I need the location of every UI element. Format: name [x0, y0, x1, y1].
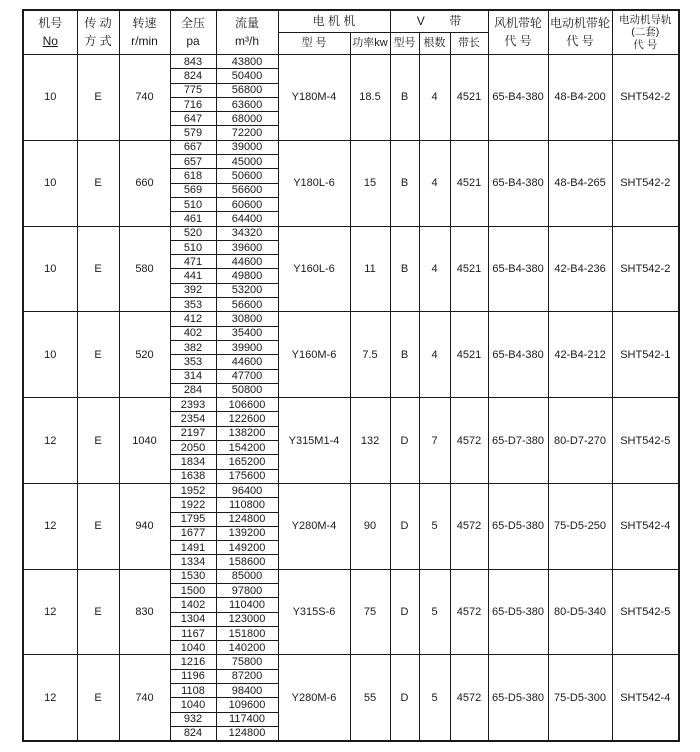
- cell-belt-type: B: [390, 55, 419, 141]
- cell-flow: 30800: [216, 312, 278, 326]
- cell-motor-pulley: 75-D5-250: [548, 483, 612, 569]
- cell-flow: 56800: [216, 83, 278, 97]
- header-fan-pulley: [488, 10, 548, 55]
- cell-flow: 124800: [216, 512, 278, 526]
- header-machine-no: [23, 10, 77, 55]
- cell-flow: 138200: [216, 426, 278, 440]
- cell-flow: 35400: [216, 326, 278, 340]
- table-row: [23, 140, 679, 154]
- cell-fan-pulley: 65-D7-380: [488, 398, 548, 484]
- header-rail-line3: 代 号: [633, 38, 658, 51]
- table-row: [23, 483, 679, 497]
- cell-motor-model: Y180L-6: [278, 140, 350, 226]
- header-drive-line2: 方 式: [84, 33, 112, 48]
- cell-pressure: 1304: [170, 612, 216, 626]
- cell-motor-model: Y160L-6: [278, 226, 350, 312]
- header-rail-line1: 电动机导轨: [619, 13, 672, 26]
- cell-pressure: 520: [170, 226, 216, 240]
- cell-motor-model: Y180M-4: [278, 55, 350, 141]
- cell-pressure: 657: [170, 155, 216, 169]
- cell-rail: SHT542-4: [612, 483, 679, 569]
- cell-speed: 740: [119, 655, 170, 741]
- cell-belt-count: 5: [419, 655, 450, 741]
- header-flow-unit: m³/h: [235, 33, 259, 48]
- cell-machine-no: 10: [23, 55, 77, 141]
- cell-pressure: 441: [170, 269, 216, 283]
- cell-rail: SHT542-2: [612, 226, 679, 312]
- cell-pressure: 461: [170, 212, 216, 226]
- header-pressure-unit: pa: [186, 33, 200, 48]
- cell-pressure: 1638: [170, 469, 216, 483]
- cell-belt-length: 4521: [450, 55, 488, 141]
- cell-pressure: 667: [170, 140, 216, 154]
- cell-rail: SHT542-2: [612, 55, 679, 141]
- cell-flow: 165200: [216, 455, 278, 469]
- cell-pressure: 843: [170, 55, 216, 69]
- cell-drive-mode: E: [77, 312, 119, 398]
- cell-machine-no: 12: [23, 655, 77, 741]
- cell-pressure: 1402: [170, 598, 216, 612]
- cell-flow: 110800: [216, 498, 278, 512]
- cell-fan-pulley: 65-D5-380: [488, 569, 548, 655]
- cell-drive-mode: E: [77, 226, 119, 312]
- cell-pressure: 1922: [170, 498, 216, 512]
- cell-belt-length: 4572: [450, 398, 488, 484]
- header-vbelt-group: [390, 10, 488, 33]
- cell-pressure: 1334: [170, 555, 216, 569]
- cell-motor-power: 7.5: [350, 312, 390, 398]
- cell-fan-pulley: 65-B4-380: [488, 226, 548, 312]
- cell-flow: 149200: [216, 541, 278, 555]
- header-vbelt-dai: 带: [449, 13, 462, 28]
- cell-pressure: 1795: [170, 512, 216, 526]
- cell-fan-pulley: 65-B4-380: [488, 55, 548, 141]
- cell-motor-model: Y160M-6: [278, 312, 350, 398]
- cell-machine-no: 12: [23, 398, 77, 484]
- header-fan-pulley-line1: 风机带轮: [494, 16, 543, 31]
- table-row: [23, 569, 679, 583]
- cell-pressure: 932: [170, 712, 216, 726]
- cell-pressure: 1108: [170, 684, 216, 698]
- cell-motor-power: 90: [350, 483, 390, 569]
- cell-flow: 98400: [216, 684, 278, 698]
- cell-pressure: 353: [170, 355, 216, 369]
- cell-motor-power: 11: [350, 226, 390, 312]
- table-row: [23, 655, 679, 669]
- cell-speed: 940: [119, 483, 170, 569]
- cell-drive-mode: E: [77, 55, 119, 141]
- header-motor-pulley: [548, 10, 612, 55]
- cell-machine-no: 10: [23, 226, 77, 312]
- cell-machine-no: 10: [23, 312, 77, 398]
- cell-belt-length: 4572: [450, 655, 488, 741]
- cell-motor-pulley: 48-B4-265: [548, 140, 612, 226]
- header-vbelt-count: 根数: [419, 33, 450, 55]
- cell-belt-count: 4: [419, 55, 450, 141]
- cell-pressure: 284: [170, 383, 216, 397]
- cell-rail: SHT542-5: [612, 398, 679, 484]
- cell-pressure: 412: [170, 312, 216, 326]
- cell-flow: 75800: [216, 655, 278, 669]
- cell-flow: 50600: [216, 169, 278, 183]
- cell-pressure: 716: [170, 97, 216, 111]
- header-pressure-cn: 全压: [180, 16, 205, 31]
- cell-flow: 39600: [216, 240, 278, 254]
- cell-flow: 60600: [216, 197, 278, 211]
- header-drive-line1: 传 动: [84, 16, 112, 31]
- cell-belt-count: 5: [419, 569, 450, 655]
- cell-flow: 109600: [216, 698, 278, 712]
- table-row: [23, 226, 679, 240]
- header-motor-group: 电 机 机: [278, 10, 390, 33]
- header-speed: [119, 10, 170, 55]
- cell-fan-pulley: 65-B4-380: [488, 140, 548, 226]
- cell-motor-pulley: 80-D7-270: [548, 398, 612, 484]
- header-fan-pulley-line2: 代 号: [504, 33, 532, 48]
- cell-belt-count: 4: [419, 140, 450, 226]
- cell-flow: 56600: [216, 298, 278, 312]
- cell-flow: 43800: [216, 55, 278, 69]
- cell-flow: 97800: [216, 583, 278, 597]
- cell-speed: 660: [119, 140, 170, 226]
- table-row: [23, 398, 679, 412]
- cell-pressure: 314: [170, 369, 216, 383]
- cell-flow: 49800: [216, 269, 278, 283]
- cell-belt-length: 4521: [450, 226, 488, 312]
- cell-fan-pulley: 65-B4-380: [488, 312, 548, 398]
- cell-speed: 1040: [119, 398, 170, 484]
- header-row-1: [23, 10, 679, 33]
- cell-pressure: 775: [170, 83, 216, 97]
- cell-pressure: 1216: [170, 655, 216, 669]
- cell-flow: 151800: [216, 626, 278, 640]
- cell-pressure: 382: [170, 340, 216, 354]
- cell-speed: 520: [119, 312, 170, 398]
- cell-rail: SHT542-4: [612, 655, 679, 741]
- cell-pressure: 510: [170, 240, 216, 254]
- cell-flow: 110400: [216, 598, 278, 612]
- cell-drive-mode: E: [77, 140, 119, 226]
- cell-pressure: 1491: [170, 541, 216, 555]
- cell-flow: 34320: [216, 226, 278, 240]
- cell-flow: 44600: [216, 355, 278, 369]
- cell-pressure: 2393: [170, 398, 216, 412]
- cell-flow: 123000: [216, 612, 278, 626]
- cell-motor-power: 55: [350, 655, 390, 741]
- cell-machine-no: 12: [23, 483, 77, 569]
- cell-drive-mode: E: [77, 398, 119, 484]
- cell-pressure: 2197: [170, 426, 216, 440]
- cell-pressure: 1952: [170, 483, 216, 497]
- cell-flow: 39900: [216, 340, 278, 354]
- cell-belt-count: 7: [419, 398, 450, 484]
- header-rail-line2: (二套): [631, 26, 660, 39]
- header-speed-unit: r/min: [131, 33, 158, 48]
- cell-flow: 72200: [216, 126, 278, 140]
- cell-belt-length: 4521: [450, 312, 488, 398]
- cell-flow: 56600: [216, 183, 278, 197]
- cell-flow: 106600: [216, 398, 278, 412]
- cell-pressure: 353: [170, 298, 216, 312]
- cell-motor-power: 75: [350, 569, 390, 655]
- cell-flow: 139200: [216, 526, 278, 540]
- cell-flow: 47700: [216, 369, 278, 383]
- cell-pressure: 1196: [170, 669, 216, 683]
- cell-pressure: 1040: [170, 698, 216, 712]
- cell-motor-power: 132: [350, 398, 390, 484]
- cell-flow: 63600: [216, 97, 278, 111]
- cell-flow: 122600: [216, 412, 278, 426]
- cell-pressure: 579: [170, 126, 216, 140]
- header-motor-pulley-line2: 代 号: [566, 33, 594, 48]
- cell-flow: 158600: [216, 555, 278, 569]
- cell-motor-model: Y280M-4: [278, 483, 350, 569]
- cell-machine-no: 12: [23, 569, 77, 655]
- header-flow-cn: 流量: [234, 16, 259, 31]
- cell-speed: 830: [119, 569, 170, 655]
- header-rail: [612, 10, 679, 55]
- cell-pressure: 824: [170, 69, 216, 83]
- cell-belt-length: 4572: [450, 483, 488, 569]
- cell-belt-count: 4: [419, 226, 450, 312]
- cell-flow: 44600: [216, 255, 278, 269]
- cell-pressure: 471: [170, 255, 216, 269]
- header-flow: [216, 10, 278, 55]
- cell-flow: 87200: [216, 669, 278, 683]
- cell-drive-mode: E: [77, 569, 119, 655]
- cell-belt-type: D: [390, 655, 419, 741]
- cell-motor-power: 15: [350, 140, 390, 226]
- cell-flow: 140200: [216, 641, 278, 655]
- cell-pressure: 1500: [170, 583, 216, 597]
- cell-belt-length: 4521: [450, 140, 488, 226]
- cell-flow: 64400: [216, 212, 278, 226]
- cell-pressure: 1677: [170, 526, 216, 540]
- cell-motor-pulley: 48-B4-200: [548, 55, 612, 141]
- cell-flow: 50400: [216, 69, 278, 83]
- cell-rail: SHT542-1: [612, 312, 679, 398]
- cell-flow: 45000: [216, 155, 278, 169]
- cell-belt-length: 4572: [450, 569, 488, 655]
- cell-flow: 53200: [216, 283, 278, 297]
- cell-flow: 85000: [216, 569, 278, 583]
- header-motor-power: 功率kw: [350, 33, 390, 55]
- cell-motor-power: 18.5: [350, 55, 390, 141]
- header-speed-cn: 转速: [132, 16, 157, 31]
- header-vbelt-type: 型号: [390, 33, 419, 55]
- cell-pressure: 1040: [170, 641, 216, 655]
- cell-drive-mode: E: [77, 483, 119, 569]
- cell-pressure: 618: [170, 169, 216, 183]
- cell-flow: 124800: [216, 726, 278, 740]
- cell-flow: 154200: [216, 441, 278, 455]
- header-drive-mode: [77, 10, 119, 55]
- cell-pressure: 2354: [170, 412, 216, 426]
- cell-flow: 96400: [216, 483, 278, 497]
- cell-speed: 740: [119, 55, 170, 141]
- cell-belt-count: 4: [419, 312, 450, 398]
- cell-motor-pulley: 42-B4-212: [548, 312, 612, 398]
- cell-motor-model: Y280M-6: [278, 655, 350, 741]
- cell-motor-pulley: 42-B4-236: [548, 226, 612, 312]
- table-row: [23, 55, 679, 69]
- cell-belt-type: B: [390, 312, 419, 398]
- cell-drive-mode: E: [77, 655, 119, 741]
- cell-pressure: 1167: [170, 626, 216, 640]
- header-vbelt-v: V: [416, 13, 425, 28]
- fan-spec-table: [22, 9, 680, 742]
- cell-belt-type: D: [390, 569, 419, 655]
- cell-belt-type: B: [390, 140, 419, 226]
- header-pressure: [170, 10, 216, 55]
- cell-fan-pulley: 65-D5-380: [488, 483, 548, 569]
- cell-belt-type: D: [390, 398, 419, 484]
- cell-pressure: 824: [170, 726, 216, 740]
- cell-flow: 39000: [216, 140, 278, 154]
- cell-motor-model: Y315S-6: [278, 569, 350, 655]
- cell-belt-type: B: [390, 226, 419, 312]
- cell-rail: SHT542-2: [612, 140, 679, 226]
- cell-rail: SHT542-5: [612, 569, 679, 655]
- cell-pressure: 647: [170, 112, 216, 126]
- header-motor-pulley-line1: 电动机带轮: [550, 16, 611, 31]
- cell-flow: 50800: [216, 383, 278, 397]
- header-machine-no-en: No: [42, 33, 58, 48]
- cell-flow: 175600: [216, 469, 278, 483]
- cell-flow: 117400: [216, 712, 278, 726]
- cell-machine-no: 10: [23, 140, 77, 226]
- header-vbelt-length: 带长: [450, 33, 488, 55]
- cell-fan-pulley: 65-D5-380: [488, 655, 548, 741]
- cell-pressure: 402: [170, 326, 216, 340]
- cell-motor-model: Y315M1-4: [278, 398, 350, 484]
- header-motor-model: 型 号: [278, 33, 350, 55]
- cell-pressure: 392: [170, 283, 216, 297]
- cell-pressure: 510: [170, 197, 216, 211]
- cell-belt-count: 5: [419, 483, 450, 569]
- table-row: [23, 312, 679, 326]
- cell-pressure: 569: [170, 183, 216, 197]
- cell-motor-pulley: 80-D5-340: [548, 569, 612, 655]
- header-machine-no-cn: 机号: [38, 16, 63, 31]
- cell-speed: 580: [119, 226, 170, 312]
- cell-pressure: 1834: [170, 455, 216, 469]
- cell-motor-pulley: 75-D5-300: [548, 655, 612, 741]
- cell-pressure: 1530: [170, 569, 216, 583]
- cell-flow: 68000: [216, 112, 278, 126]
- cell-belt-type: D: [390, 483, 419, 569]
- cell-pressure: 2050: [170, 441, 216, 455]
